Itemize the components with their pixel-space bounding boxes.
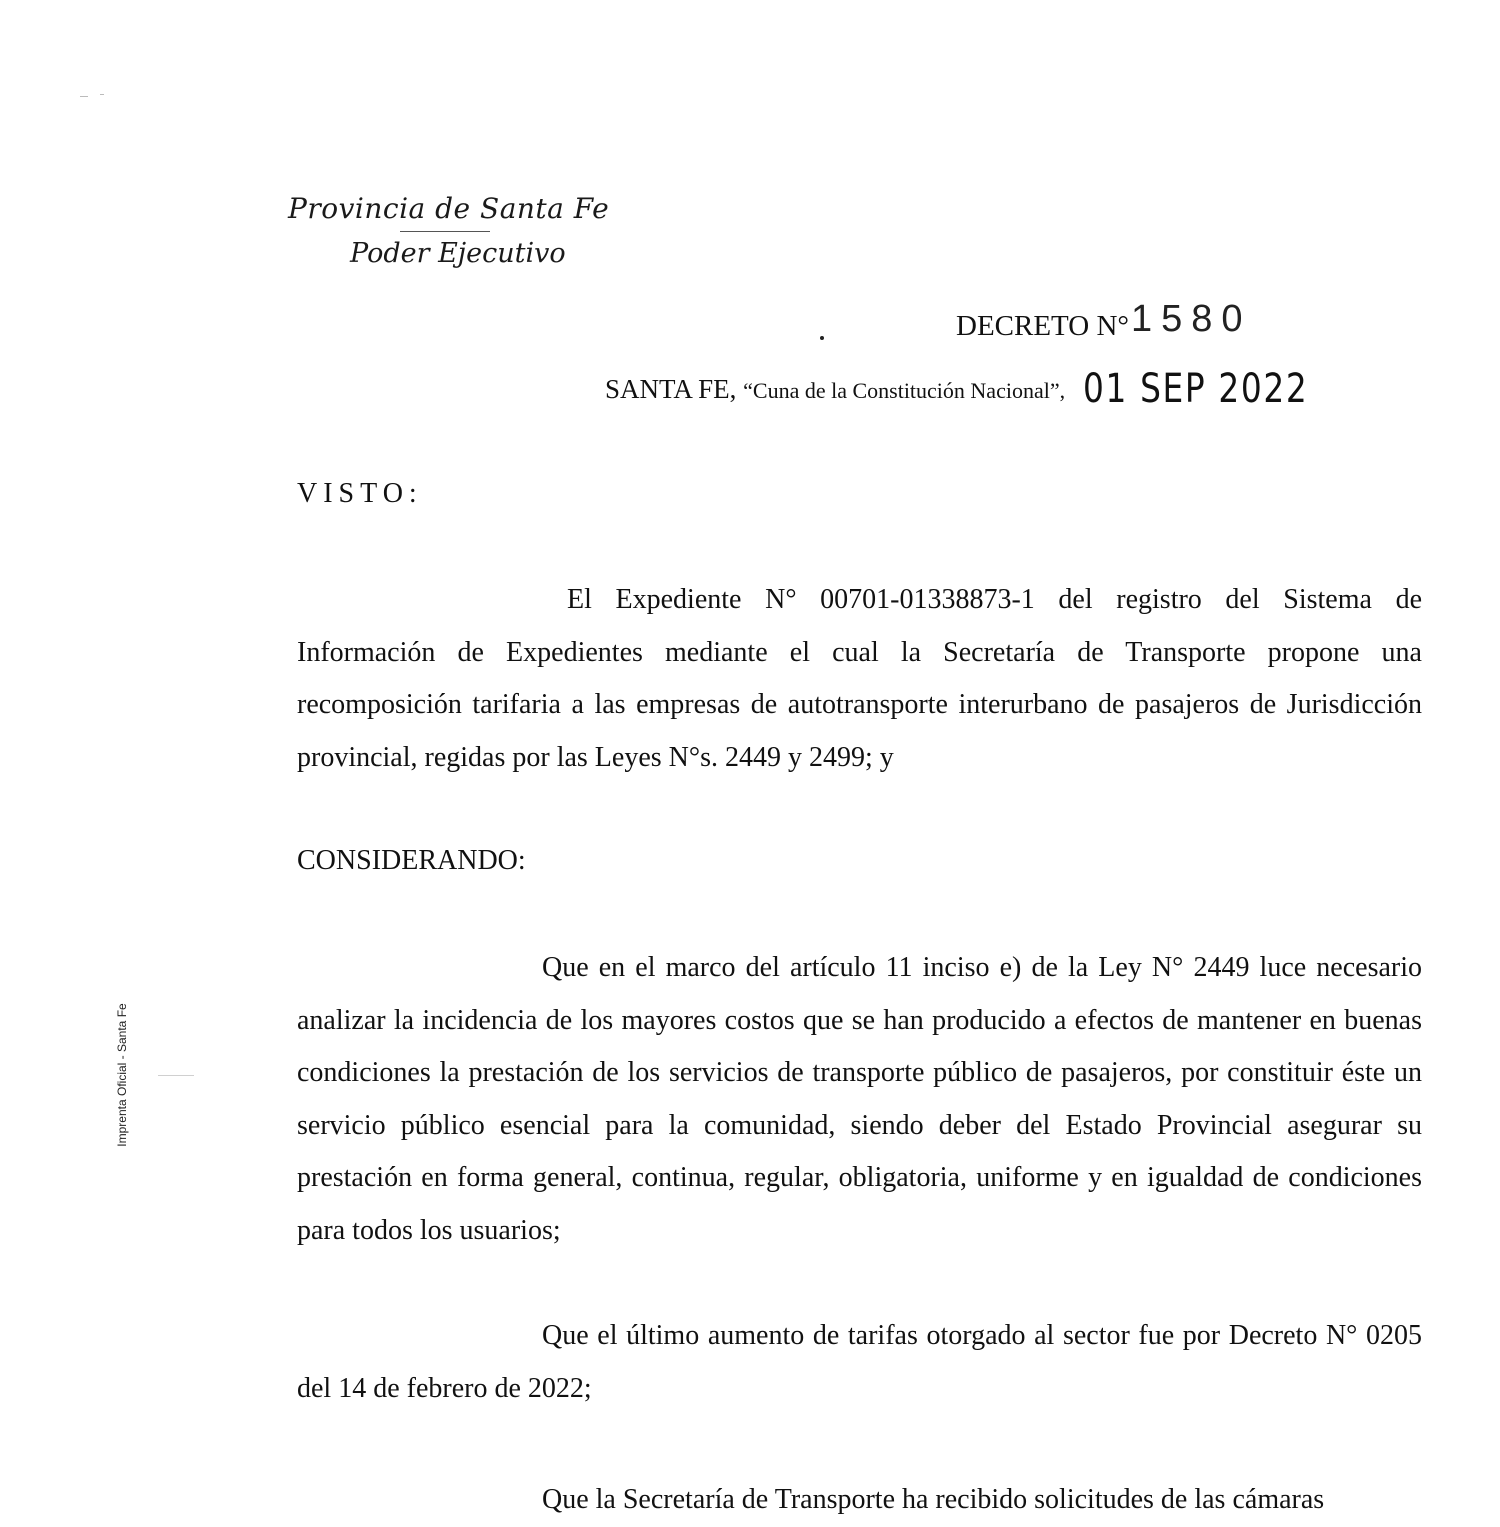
decree-number: 1580: [1130, 298, 1252, 340]
considerando-paragraph-1: Que en el marco del artículo 11 inciso e) de la Ley N° 2449 luce necesario analizar la incidencia de los mayores costos que se han producido a efectos de mantener en buenas condiciones la prestación de los servicios de transporte público de pasajeros, por constituir éste un servicio público esencial para la comunidad, siendo deber del Estado Provincial asegurar su prestación en forma general, continua, regular, obligatoria, uniforme y en igualdad de condiciones para todos los usuarios;: [297, 952, 1422, 1246]
considerando-paragraph-3: Que la Secretaría de Transporte ha recibido solicitudes de las cámaras: [542, 1484, 1325, 1515]
date-stamp: 01 SEP 2022: [1083, 366, 1309, 412]
decree-number-line: [956, 298, 1252, 345]
executive-branch: Poder Ejecutivo: [350, 238, 566, 269]
decree-label: DECRETO N°: [956, 310, 1129, 342]
city-motto: “Cuna de la Constitución Nacional”,: [743, 378, 1066, 403]
letterhead-divider: [400, 231, 490, 232]
letterhead: [288, 192, 648, 269]
scan-speck: [100, 94, 104, 95]
considerando-paragraph-2: Que el último aumento de tarifas otorgado al sector fue por Decreto N° 0205 del 14 de febrero de 2022;: [297, 1320, 1422, 1404]
stray-dot: [820, 336, 824, 340]
scan-speck: [158, 1075, 194, 1076]
city-name: SANTA FE,: [605, 374, 744, 404]
province-name: Provincia de Santa Fe: [288, 192, 610, 225]
considerando-heading: CONSIDERANDO:: [297, 845, 526, 876]
visto-paragraph: El Expediente N° 00701-01338873-1 del registro del Sistema de Información de Expedientes mediante el cual la Secretaría de Transporte propone una recomposición tarifaria a las empresas de autotransporte interurbano de pasajeros de Jurisdicción provincial, regidas por las Leyes N°s. 2449 y 2499; y: [297, 584, 1422, 773]
visto-heading: VISTO:: [297, 478, 423, 509]
printer-margin-label: Imprenta Oficial - Santa Fe: [115, 1003, 129, 1147]
dateline: [605, 362, 1358, 412]
scan-speck: [80, 96, 88, 97]
